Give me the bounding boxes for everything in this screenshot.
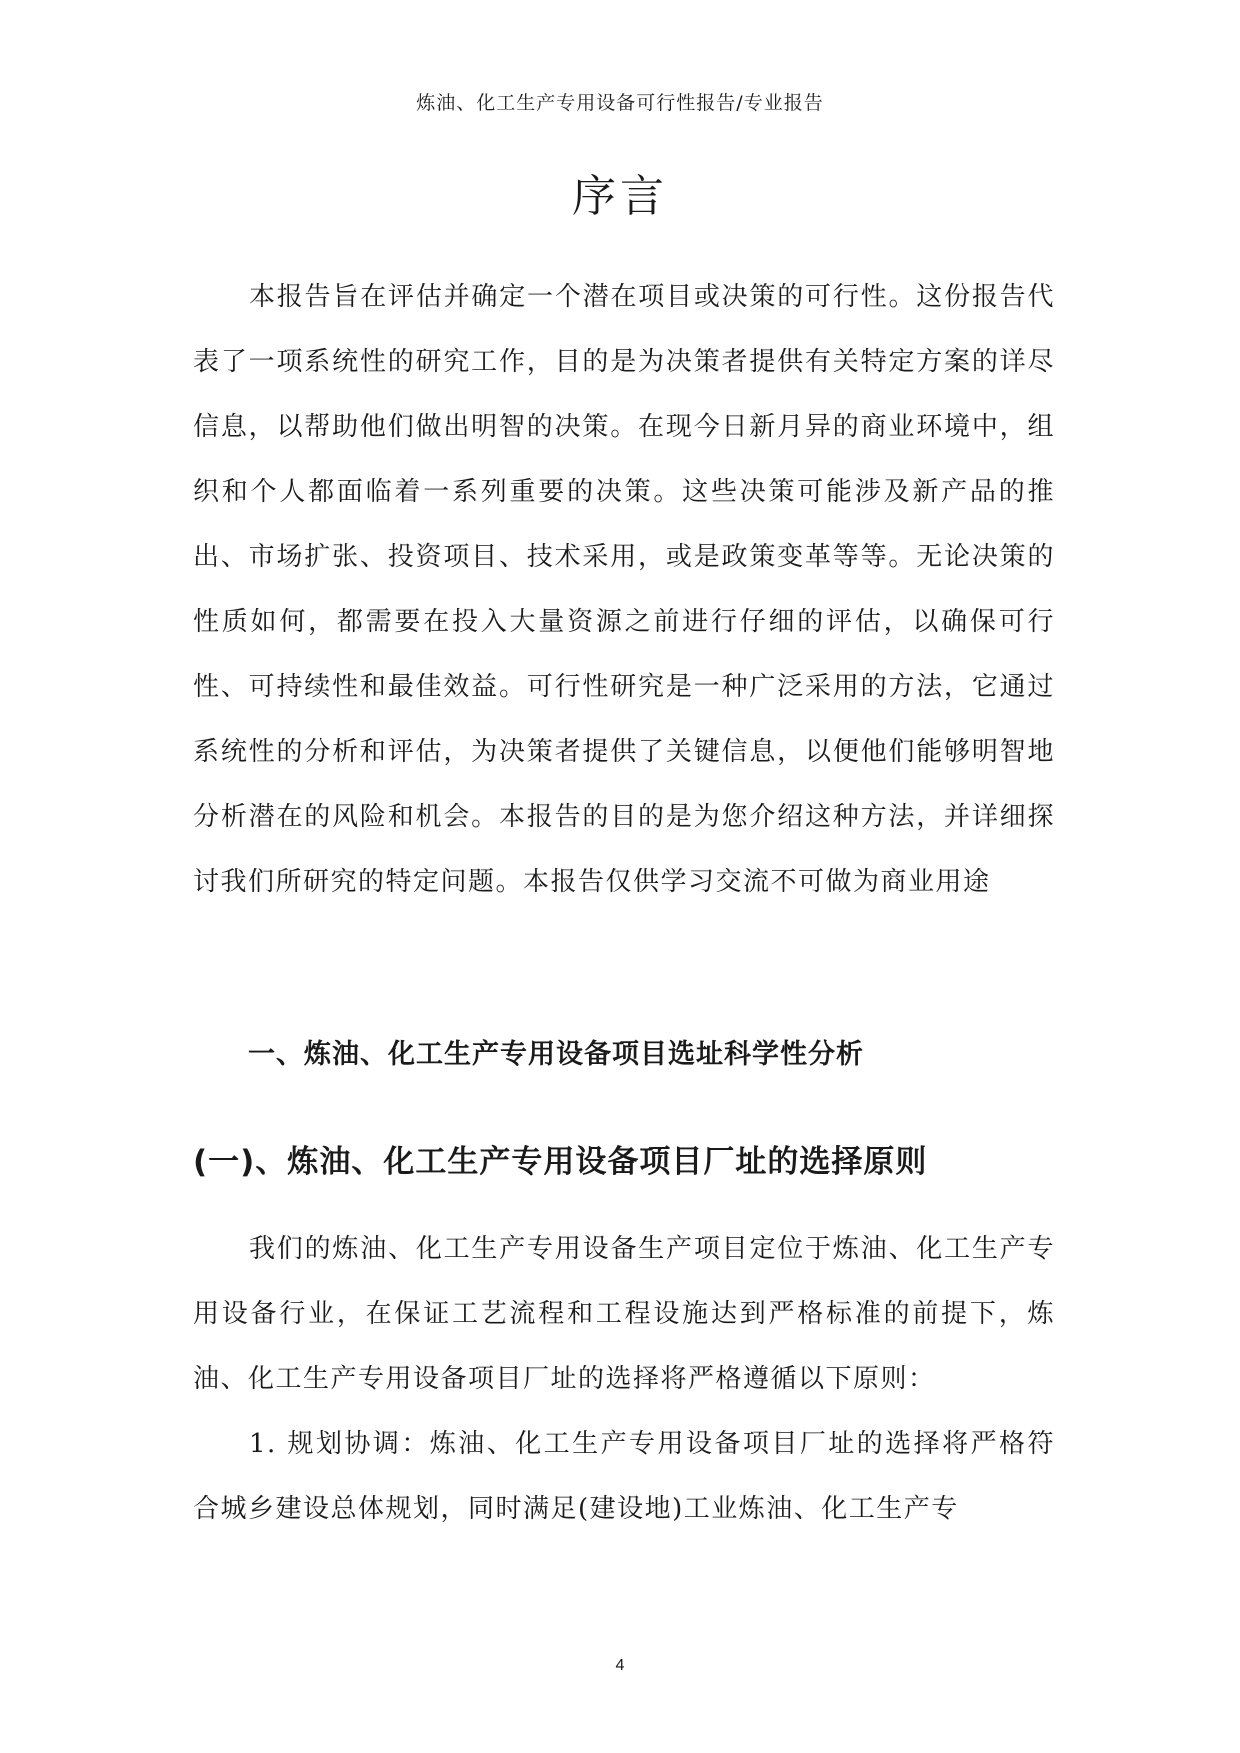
intro-paragraph: 本报告旨在评估并确定一个潜在项目或决策的可行性。这份报告代表了一项系统性的研究工作，目的是为决策者提供有关特定方案的详尽信息，以帮助他们做出明智的决策。在现今日新月异的商业环境中，组织和个人都面临着一系列重要的决策。这些决策可能涉及新产品的推出、市场扩张、投资项目、技术采用，或是政策变革等等。无论决策的性质如何，都需要在投入大量资源之前进行仔细的评估，以确保可行性、可持续性和最佳效益。可行性研究是一种广泛采用的方法，它通过系统性的分析和评估，为决策者提供了关键信息，以便他们能够明智地分析潜在的风险和机会。本报告的目的是为您介绍这种方法，并详细探讨我们所研究的特定问题。本报告仅供学习交流不可做为商业用途: [193, 282, 1055, 897]
intro-section: [193, 265, 1055, 915]
subsection-heading-1: (一)、炼油、化工生产专用设备项目厂址的选择原则: [193, 1144, 928, 1180]
page-number: 4: [615, 1657, 625, 1674]
page-title: 序言: [572, 171, 668, 222]
running-header: 炼油、化工生产专用设备可行性报告/专业报告: [416, 92, 824, 114]
subsection-paragraph: 我们的炼油、化工生产专用设备生产项目定位于炼油、化工生产专用设备行业，在保证工艺流程和工程设施达到严格标准的前提下，炼油、化工生产专用设备项目厂址的选择将严格遵循以下原则：: [193, 1234, 1055, 1394]
section-heading-1: 一、炼油、化工生产专用设备项目选址科学性分析: [248, 1039, 864, 1070]
subsection-body: [193, 1217, 1055, 1542]
principle-item-1: 1. 规划协调：炼油、化工生产专用设备项目厂址的选择将严格符合城乡建设总体规划，同时满足(建设地)工业炼油、化工生产专: [193, 1429, 1055, 1524]
